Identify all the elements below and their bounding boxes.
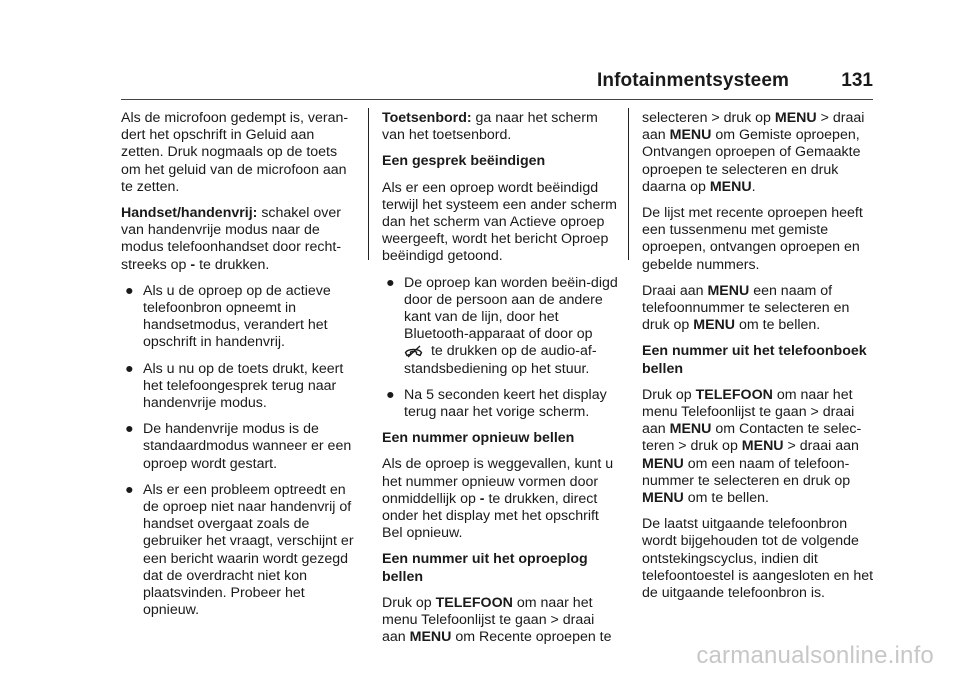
heading-phonebook: Een nummer uit het telefoonboek bellen: [642, 343, 867, 377]
column-3: [642, 110, 878, 611]
paragraph-recent-list: De lijst met recente oproepen heeft een tussenmenu met gemiste oproepen, ontvangen oproepen en gebelde nummers.: [642, 205, 863, 273]
paragraph-phonebook: Druk op TELEFOON om naar het menu Telefoonlijst te gaan > draai aan MENU om Contacten te selec-teren > druk op MENU > draai aan MENU om een naam of telefoon-nummer te selecteren en druk op MENU om te bellen.: [642, 386, 862, 507]
bullet: ●: [125, 481, 134, 498]
handset-hangup-icon: [404, 345, 423, 358]
list-item: ● Als u de oproep op de actieve telefoonbron opneemt in handsetmodus, verandert het opschrift in handenvrij.: [125, 282, 331, 351]
bullet: ●: [125, 421, 134, 438]
heading-end-call: Een gesprek beëindigen: [382, 153, 546, 170]
column-divider-2: [628, 108, 629, 260]
list-item: ● De oproep kan worden beëin-digd door de persoon aan de andere kant van de lijn, door het Bluetooth-apparaat of door op te drukken op de audio-af-standsbediening op het stuur.: [386, 274, 618, 377]
bullet: ●: [125, 360, 134, 377]
watermark: carmanualsonline.info: [696, 642, 934, 669]
section-title: Infotainmentsysteem: [597, 70, 789, 91]
column-divider-1: [368, 108, 369, 260]
page-header: [121, 70, 873, 100]
paragraph-redial: Als de oproep is weggevallen, kunt u het nummer opnieuw vormen door onmiddellijk op - te drukken, direct onder het display met het opschrift Bel opnieuw.: [382, 456, 614, 542]
paragraph-last-source: De laatst uitgaande telefoonbron wordt bijgehouden tot de volgende ontstekingscyclus, indien dit telefoontoestel is aangesloten en het de uitgaande telefoonbron is.: [642, 516, 874, 602]
term-handset: Handset/handenvrij:: [121, 205, 258, 222]
bullet: ●: [386, 386, 395, 403]
column-2: [382, 110, 618, 655]
paragraph-handset: Handset/handenvrij: schakel over van handenvrije modus naar de modus telefoonhandset door recht-streeks op - te drukken.: [121, 205, 342, 273]
term-keyboard: Toetsenbord:: [382, 110, 472, 126]
key-minus: -: [479, 490, 485, 507]
heading-redial: Een nummer opnieuw bellen: [382, 430, 575, 447]
bullet: ●: [125, 282, 134, 299]
paragraph-end-call: Als er een oproep wordt beëindigd terwijl het systeem een ander scherm dan het scherm van Actieve oproep weergeeft, wordt het bericht Oproep beëindigd getoond.: [382, 179, 617, 265]
paragraph-call-log-cont: selecteren > druk op MENU > draai aan MENU om Gemiste oproepen, Ontvangen oproepen of Gemaakte oproepen te selecteren en druk daarna op MENU.: [642, 110, 865, 195]
paragraph-keyboard: Toetsenbord: ga naar het scherm van het toetsenbord.: [382, 110, 598, 144]
heading-call-log: Een nummer uit het oproeplog bellen: [382, 551, 588, 585]
list-item: ● Als er een probleem optreedt en de oproep niet naar handenvrij of handset overgaat zoals de gebruiker het vraagt, verschijnt er een bericht waarin wordt gezegd dat de overdracht niet kon plaatsvinden. Probeer het opnieuw.: [125, 481, 354, 619]
list-item: ● Na 5 seconden keert het display terug naar het vorige scherm.: [386, 386, 607, 421]
header-rule: [121, 99, 873, 100]
key-minus: -: [190, 256, 196, 273]
column-1: [121, 110, 357, 628]
bullet: ●: [386, 274, 395, 291]
list-item: ● Als u nu op de toets drukt, keert het telefoongesprek terug naar handenvrije modus.: [125, 360, 344, 412]
paragraph-select-number: Draai aan MENU een naam of telefoonnummer te selecteren en druk op MENU om te bellen.: [642, 282, 850, 334]
page-number: 131: [841, 70, 873, 91]
paragraph-mute: Als de microfoon gedempt is, veran-dert het opschrift in Geluid aan zetten. Druk nogmaals op de toets om het geluid van de microfoon aan te zetten.: [121, 110, 349, 195]
list-item: ● De handenvrije modus is de standaardmodus wanneer er een oproep wordt gestart.: [125, 421, 352, 472]
paragraph-call-log: Druk op TELEFOON om naar het menu Telefoonlijst te gaan > draai aan MENU om Recente oproepen te: [382, 594, 612, 646]
